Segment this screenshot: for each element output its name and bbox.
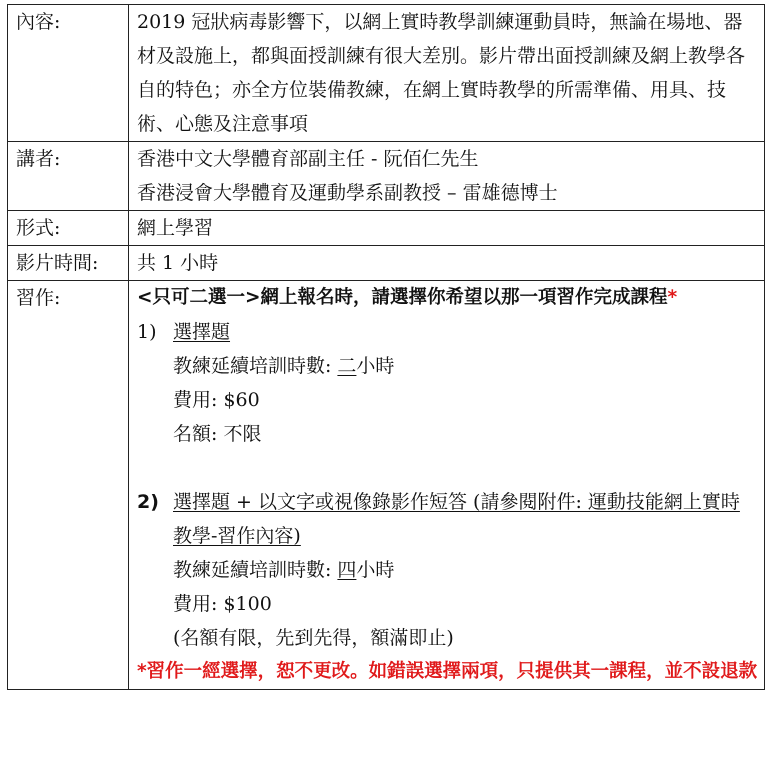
option-1-fee: 費用: $60 (173, 389, 260, 411)
assignment-row (8, 281, 765, 690)
option-2-hours-unit: 小時 (356, 559, 395, 581)
assignment-cell (129, 281, 765, 690)
option-1-quota: 名額: 不限 (173, 423, 262, 445)
format-value: 網上學習 (129, 211, 765, 246)
option-2-title: 選擇題 + 以文字或視像錄影作短答 (請參閱附件: 運動技能網上實時教學-習作內容) (173, 491, 740, 547)
option-2-number: 2) (137, 491, 159, 513)
assignment-intro-text: <只可二選一>網上報名時，請選擇你希望以那一項習作完成課程 (137, 287, 668, 308)
format-label: 形式: (8, 211, 129, 246)
option-2 (137, 485, 758, 553)
option-1-hours-value: 二 (337, 355, 357, 377)
option-2-fee: 費用: $100 (173, 593, 272, 615)
option-2-quota: (名額有限，先到先得，額滿即止) (173, 627, 454, 649)
speaker-row (8, 142, 765, 211)
option-1-hours-unit: 小時 (356, 355, 395, 377)
option-2-hours (137, 553, 758, 587)
option-1-hours (137, 349, 758, 383)
duration-label: 影片時間: (8, 246, 129, 281)
assignment-label: 習作: (8, 281, 129, 690)
selection-notice: *習作一經選擇，恕不更改。如錯誤選擇兩項，只提供其一課程，並不設退款 (137, 661, 758, 682)
option-1-number: 1) (137, 321, 157, 343)
speaker-2: 香港浸會大學體育及運動學系副教授 – 雷雄德博士 (137, 182, 558, 204)
duration-value: 共 1 小時 (129, 246, 765, 281)
format-row (8, 211, 765, 246)
option-1 (137, 315, 758, 349)
content-row (8, 5, 765, 142)
content-label: 內容: (8, 5, 129, 142)
duration-row (8, 246, 765, 281)
content-text: 2019 冠狀病毒影響下，以網上實時教學訓練運動員時，無論在場地、器材及設施上，都與面授訓練有很大差別。影片帶出面授訓練及網上教學各自的特色；亦全方位裝備教練，在網上實時教學的所需準備、用具、技術、心態及注意事項 (129, 5, 765, 142)
speaker-label: 講者: (8, 142, 129, 211)
required-mark: * (667, 287, 678, 308)
assignment-intro (137, 281, 758, 315)
option-2-hours-value: 四 (337, 559, 357, 581)
option-1-hours-label: 教練延續培訓時數: (173, 355, 332, 377)
spacer (137, 451, 758, 485)
speaker-1: 香港中文大學體育部副主任 - 阮佰仁先生 (137, 148, 479, 170)
course-info-table (7, 4, 765, 690)
option-1-title: 選擇題 (173, 321, 231, 343)
option-2-hours-label: 教練延續培訓時數: (173, 559, 332, 581)
speaker-cell (129, 142, 765, 211)
